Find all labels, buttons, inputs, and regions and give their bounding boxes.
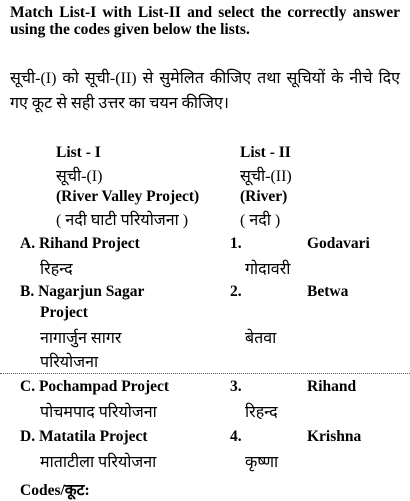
list1-title-hindi: सूची-(I) bbox=[56, 168, 103, 185]
list1-item-b-hindi-line2: परियोजना bbox=[40, 354, 99, 371]
list2-title-hindi: सूची-(II) bbox=[240, 168, 292, 185]
list1-subtitle-hindi: ( नदी घाटी परियोजना ) bbox=[56, 212, 189, 229]
list1-item-d: D. Matatila Project bbox=[20, 428, 148, 445]
list1-item-b-line2: Project bbox=[40, 304, 88, 321]
list1-item-b-hindi: नागार्जुन सागर bbox=[40, 330, 122, 347]
list1-item-c-hindi: पोचमपाद परियोजना bbox=[40, 404, 157, 421]
question-text-english: Match List-I with List-II and select the correctly answer using the codes given below the lists. bbox=[10, 4, 400, 38]
list2-subtitle: (River) bbox=[240, 188, 288, 205]
list2-subtitle-hindi: ( नदी ) bbox=[240, 212, 281, 229]
list2-item-1-hindi: गोदावरी bbox=[245, 261, 291, 278]
list2-item-2: Betwa bbox=[307, 283, 349, 300]
list2-item-3-hindi: रिहन्द bbox=[245, 404, 278, 421]
list2-item-4-hindi: कृष्णा bbox=[245, 454, 279, 471]
list1-item-d-hindi: माताटीला परियोजना bbox=[40, 454, 157, 471]
list1-subtitle: (River Valley Project) bbox=[56, 188, 200, 205]
list1-title: List - I bbox=[56, 144, 101, 161]
list1-item-b: B. Nagarjun Sagar bbox=[20, 283, 145, 300]
list2-item-4: Krishna bbox=[307, 428, 362, 445]
list2-item-3-number: 3. bbox=[230, 378, 242, 395]
list2-item-3: Rihand bbox=[307, 378, 357, 395]
list2-item-1: Godavari bbox=[307, 235, 370, 252]
question-text-hindi: सूची-(I) को सूची-(II) से सुमेलित कीजिए तथा सूचियों के नीचे दिए गए कूट से सही उत्तर का चयन कीजिए। bbox=[10, 70, 400, 112]
codes-label: Codes/कूट: bbox=[20, 482, 90, 499]
list1-item-a-hindi: रिहन्द bbox=[40, 261, 73, 278]
list2-item-2-hindi: बेतवा bbox=[245, 330, 277, 347]
list2-item-4-number: 4. bbox=[230, 428, 242, 445]
list2-title: List - II bbox=[240, 144, 291, 161]
list2-item-2-number: 2. bbox=[230, 283, 242, 300]
dotted-divider bbox=[0, 373, 410, 374]
list1-item-a: A. Rihand Project bbox=[20, 235, 140, 252]
list1-item-c: C. Pochampad Project bbox=[20, 378, 170, 395]
list2-item-1-number: 1. bbox=[230, 235, 242, 252]
